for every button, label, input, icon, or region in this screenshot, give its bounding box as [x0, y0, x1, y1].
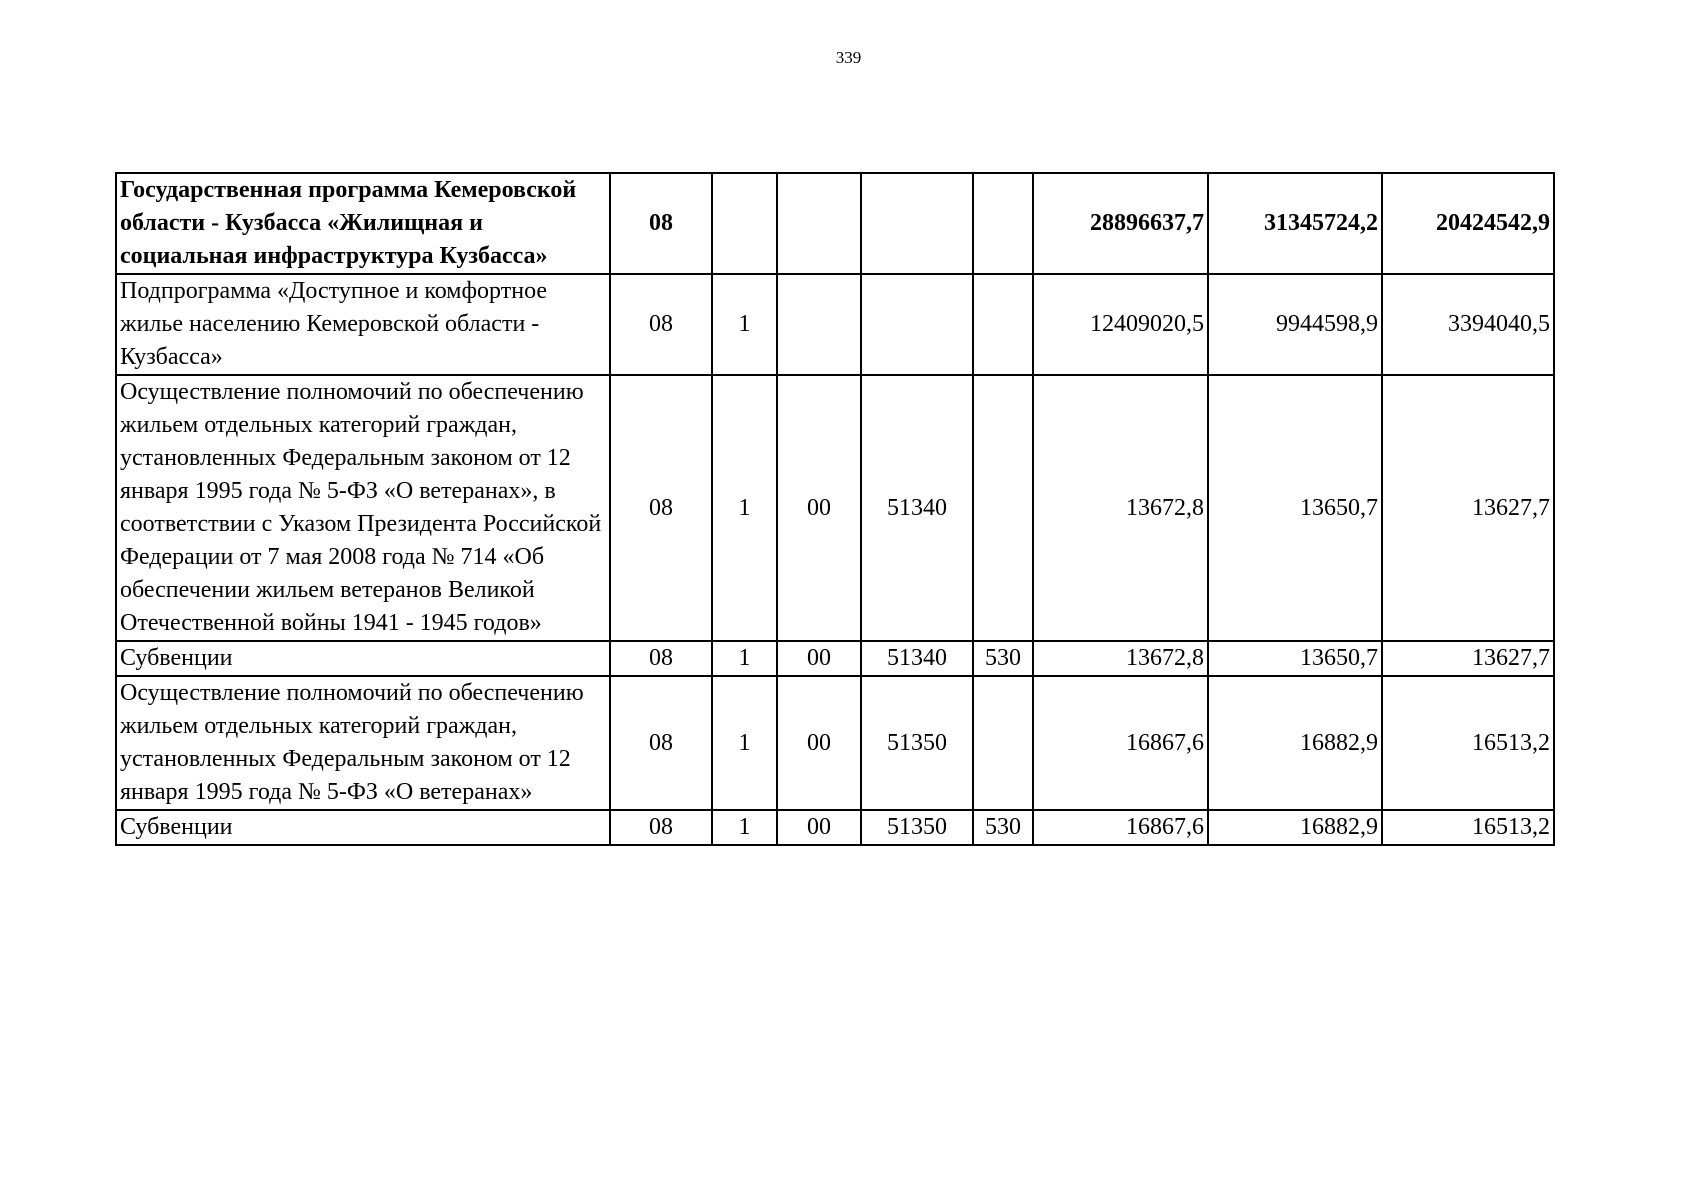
table-row — [116, 810, 1554, 845]
cell-expense-type: 530 — [973, 810, 1033, 845]
cell-expense-type: 530 — [973, 641, 1033, 676]
cell-amount-year3: 3394040,5 — [1382, 274, 1554, 375]
cell-amount-year2: 13650,7 — [1208, 641, 1382, 676]
cell-name: Субвенции — [116, 641, 610, 676]
cell-amount-year3: 16513,2 — [1382, 810, 1554, 845]
cell-program: 1 — [712, 676, 777, 810]
cell-subprogram — [777, 274, 861, 375]
cell-direction: 51340 — [861, 641, 973, 676]
cell-amount-year1: 13672,8 — [1033, 375, 1208, 641]
cell-name: Осуществление полномочий по обеспечению жильем отдельных категорий граждан, установленных Федеральным законом от 12 января 1995 года № 5-ФЗ «О ветеранах», в соответствии с Указом Президента Российской Федерации от 7 мая 2008 года № 714 «Об обеспечении жильем ветеранов Великой Отечественной войны 1941 - 1945 годов» — [116, 375, 610, 641]
cell-subprogram: 00 — [777, 375, 861, 641]
cell-amount-year2: 16882,9 — [1208, 810, 1382, 845]
cell-name: Осуществление полномочий по обеспечению жильем отдельных категорий граждан, установленных Федеральным законом от 12 января 1995 года № 5-ФЗ «О ветеранах» — [116, 676, 610, 810]
cell-subprogram — [777, 173, 861, 274]
table-row — [116, 375, 1554, 641]
cell-amount-year2: 9944598,9 — [1208, 274, 1382, 375]
cell-direction — [861, 274, 973, 375]
cell-direction: 51350 — [861, 810, 973, 845]
table-row — [116, 676, 1554, 810]
cell-subprogram: 00 — [777, 810, 861, 845]
cell-section: 08 — [610, 173, 712, 274]
cell-amount-year3: 13627,7 — [1382, 641, 1554, 676]
cell-section: 08 — [610, 375, 712, 641]
cell-program: 1 — [712, 641, 777, 676]
cell-expense-type — [973, 375, 1033, 641]
cell-amount-year3: 16513,2 — [1382, 676, 1554, 810]
cell-section: 08 — [610, 810, 712, 845]
cell-subprogram: 00 — [777, 676, 861, 810]
cell-direction: 51340 — [861, 375, 973, 641]
budget-table — [115, 172, 1555, 846]
cell-amount-year1: 13672,8 — [1033, 641, 1208, 676]
budget-table-body — [116, 173, 1554, 845]
table-row — [116, 173, 1554, 274]
cell-amount-year2: 13650,7 — [1208, 375, 1382, 641]
cell-section: 08 — [610, 274, 712, 375]
cell-amount-year3: 13627,7 — [1382, 375, 1554, 641]
cell-amount-year1: 16867,6 — [1033, 676, 1208, 810]
cell-name: Субвенции — [116, 810, 610, 845]
cell-subprogram: 00 — [777, 641, 861, 676]
table-row — [116, 274, 1554, 375]
cell-amount-year1: 16867,6 — [1033, 810, 1208, 845]
cell-amount-year2: 16882,9 — [1208, 676, 1382, 810]
cell-program — [712, 173, 777, 274]
cell-expense-type — [973, 173, 1033, 274]
cell-amount-year1: 12409020,5 — [1033, 274, 1208, 375]
cell-section: 08 — [610, 676, 712, 810]
page-number: 339 — [835, 48, 862, 67]
cell-amount-year3: 20424542,9 — [1382, 173, 1554, 274]
cell-name: Государственная программа Кемеровской области - Кузбасса «Жилищная и социальная инфраструктура Кузбасса» — [116, 173, 610, 274]
cell-program: 1 — [712, 810, 777, 845]
cell-program: 1 — [712, 375, 777, 641]
cell-name: Подпрограмма «Доступное и комфортное жилье населению Кемеровской области - Кузбасса» — [116, 274, 610, 375]
cell-expense-type — [973, 676, 1033, 810]
cell-amount-year1: 28896637,7 — [1033, 173, 1208, 274]
cell-program: 1 — [712, 274, 777, 375]
cell-amount-year2: 31345724,2 — [1208, 173, 1382, 274]
cell-expense-type — [973, 274, 1033, 375]
cell-direction: 51350 — [861, 676, 973, 810]
table-row — [116, 641, 1554, 676]
cell-section: 08 — [610, 641, 712, 676]
cell-direction — [861, 173, 973, 274]
